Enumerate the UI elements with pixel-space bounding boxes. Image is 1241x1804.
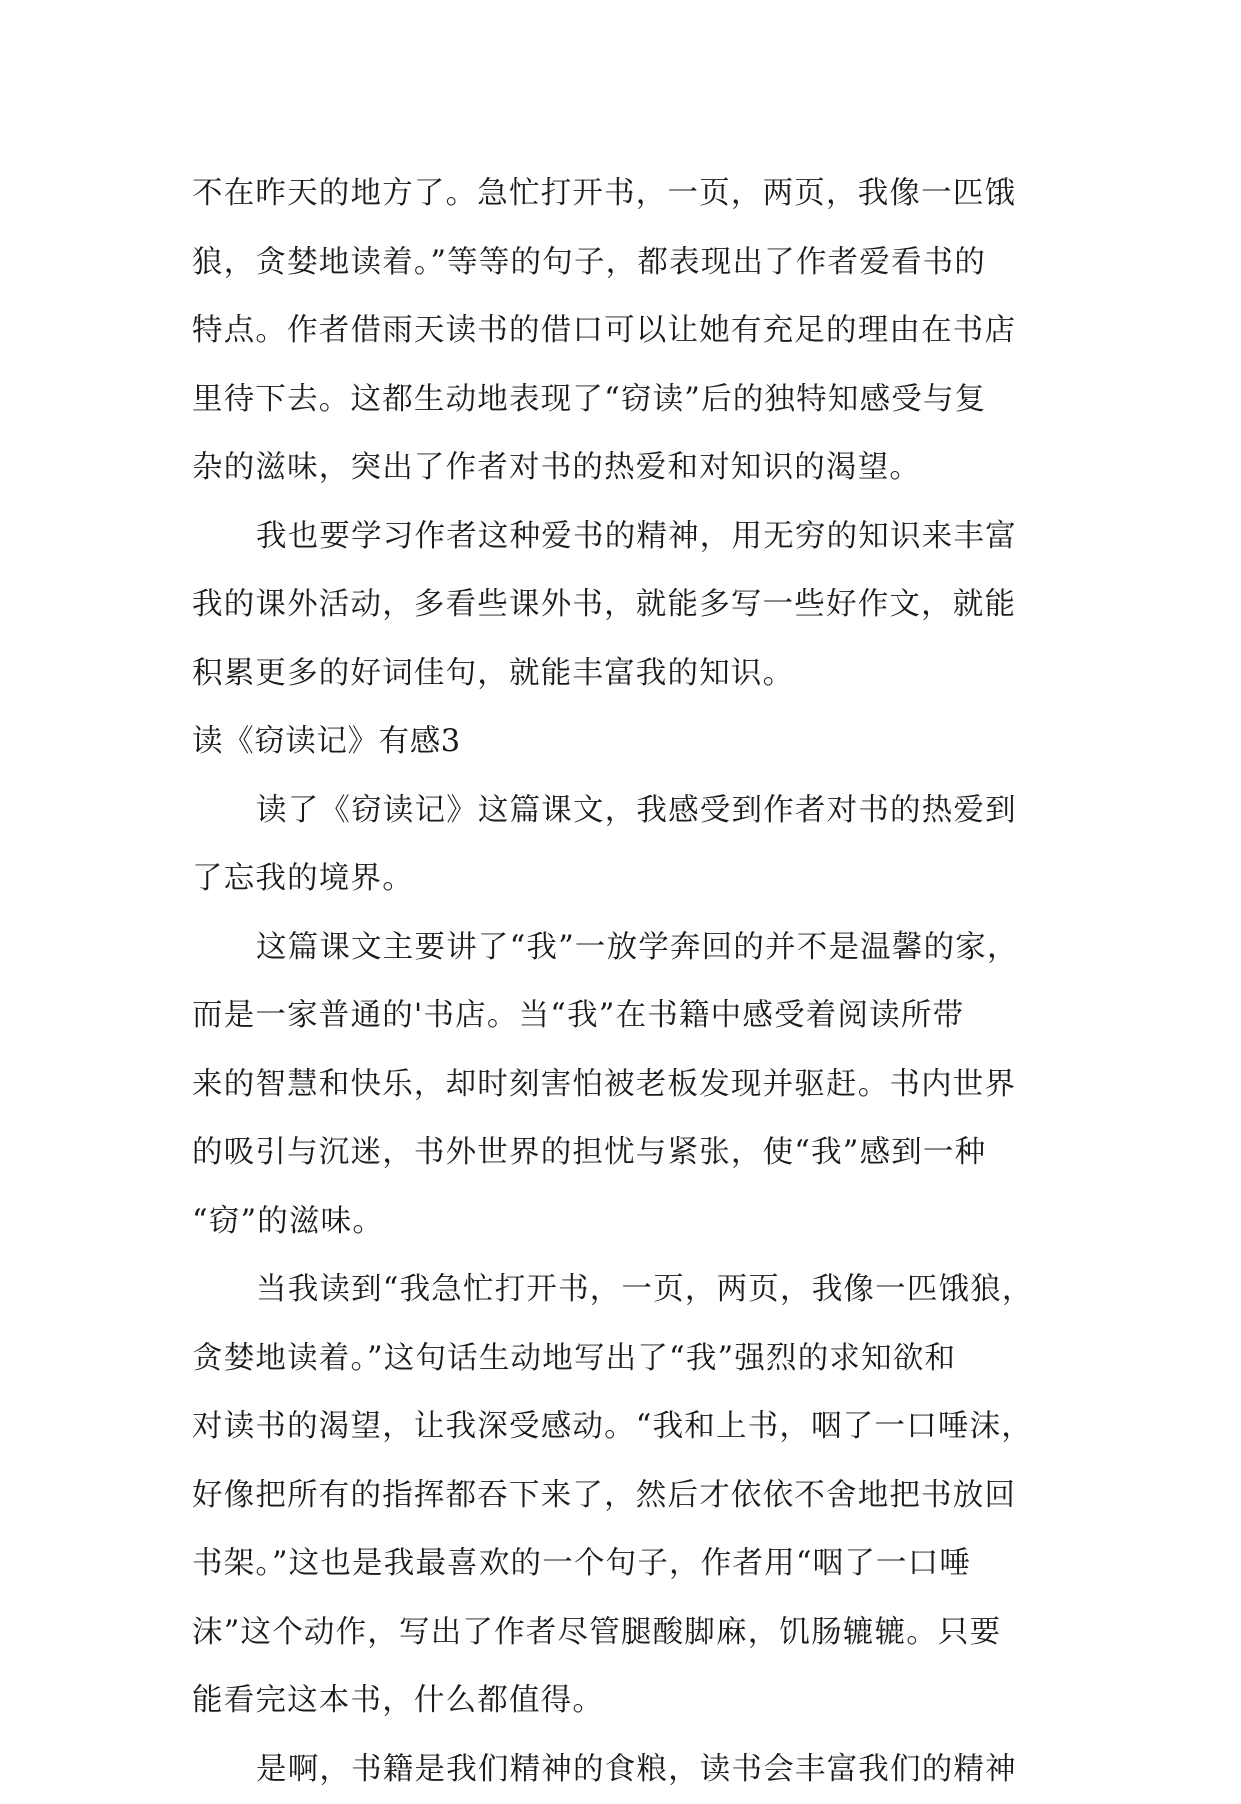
text-line: 书架。”这也是我最喜欢的一个句子，作者用“咽了一口唾	[192, 1530, 1058, 1599]
text-line: 沫”这个动作，写出了作者尽管腿酸脚麻，饥肠辘辘。只要	[192, 1599, 1058, 1668]
text-line: 是啊，书籍是我们精神的食粮，读书会丰富我们的精神	[192, 1736, 1058, 1804]
text-line: 积累更多的好词佳句，就能丰富我的知识。	[192, 640, 1058, 709]
text-line: 里待下去。这都生动地表现了“窃读”后的独特知感受与复	[192, 366, 1058, 435]
text-line: 好像把所有的指挥都吞下来了，然后才依依不舍地把书放回	[192, 1462, 1058, 1531]
text-line: 特点。作者借雨天读书的借口可以让她有充足的理由在书店	[192, 297, 1058, 366]
text-line: 我也要学习作者这种爱书的精神，用无穷的知识来丰富	[192, 503, 1058, 572]
document-body	[192, 160, 1058, 1804]
text-line: 对读书的渴望，让我深受感动。“我和上书，咽了一口唾沫，	[192, 1393, 1058, 1462]
text-line: 的吸引与沉迷，书外世界的担忧与紧张，使“我”感到一种	[192, 1119, 1058, 1188]
text-line: 能看完这本书，什么都值得。	[192, 1667, 1058, 1736]
text-line: 当我读到“我急忙打开书，一页，两页，我像一匹饿狼，	[192, 1256, 1058, 1325]
text-line: 贪婪地读着。”这句话生动地写出了“我”强烈的求知欲和	[192, 1325, 1058, 1394]
text-line: 而是一家普通的'书店。当“我”在书籍中感受着阅读所带	[192, 982, 1058, 1051]
text-line: 杂的滋味，突出了作者对书的热爱和对知识的渴望。	[192, 434, 1058, 503]
text-line: 狼，贪婪地读着。”等等的句子，都表现出了作者爱看书的	[192, 229, 1058, 298]
text-line: 了忘我的境界。	[192, 845, 1058, 914]
text-line: 这篇课文主要讲了“我”一放学奔回的并不是温馨的家，	[192, 914, 1058, 983]
text-line: 读了《窃读记》这篇课文，我感受到作者对书的热爱到	[192, 777, 1058, 846]
text-line: 不在昨天的地方了。急忙打开书，一页，两页，我像一匹饿	[192, 160, 1058, 229]
section-heading: 读《窃读记》有感3	[192, 708, 1058, 777]
text-line: “窃”的滋味。	[192, 1188, 1058, 1257]
text-line: 我的课外活动，多看些课外书，就能多写一些好作文，就能	[192, 571, 1058, 640]
text-line: 来的智慧和快乐，却时刻害怕被老板发现并驱赶。书内世界	[192, 1051, 1058, 1120]
